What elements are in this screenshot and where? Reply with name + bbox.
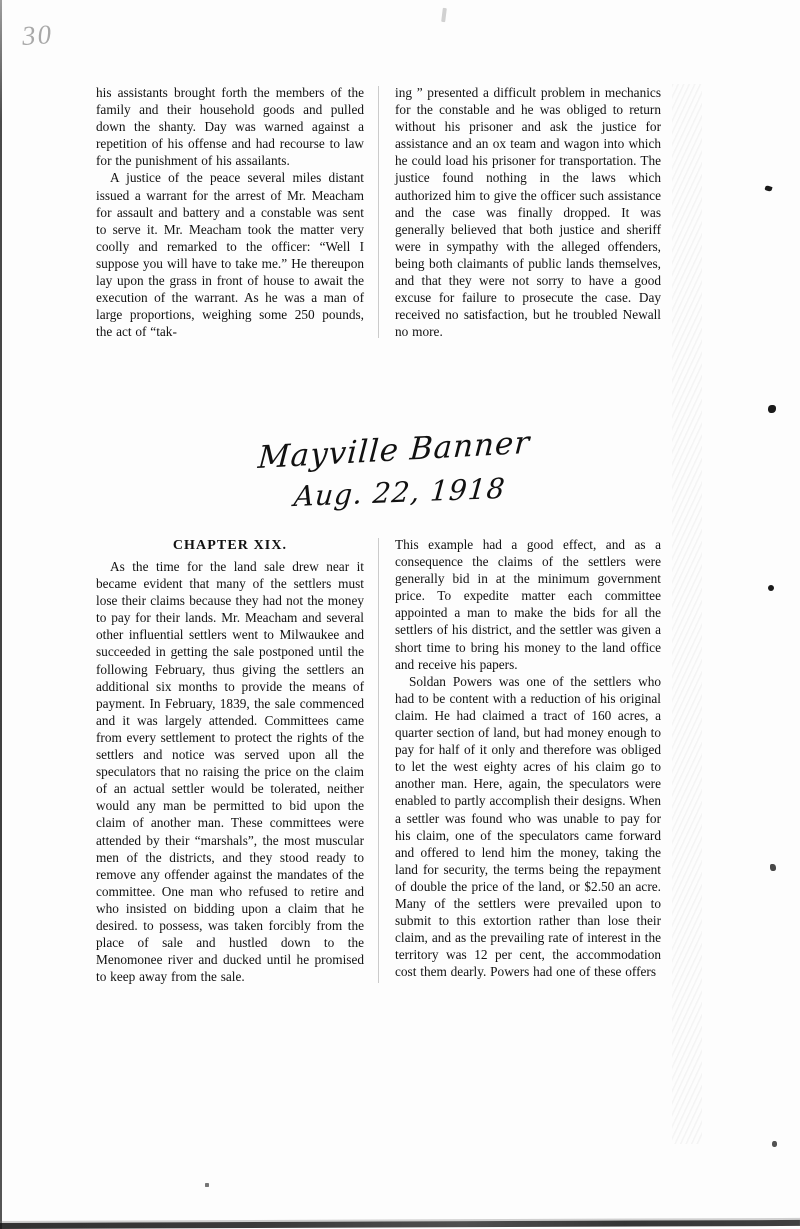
paragraph: This example had a good effect, and as a consequence the claims of the settlers were generally bid in at the minimum government price. To expedite matter each committee appointed a man to make the bids for all the settlers of his district, and the settler was given a short time to bring his money to the land office and receive his papers. [395,537,661,672]
newspaper-clipping-lower [96,536,700,985]
scan-left-edge-artifact [0,0,2,1229]
scan-speck [772,1141,777,1147]
lower-left-column [96,536,378,985]
scan-speck [770,864,776,871]
handwritten-folio-number: 30 [20,18,54,52]
scan-speck [768,585,774,591]
scan-speck [205,1183,209,1187]
handwritten-publication-name: Mayville Banner [256,424,532,477]
upper-left-column [96,84,378,340]
scan-speck [768,405,776,413]
handwritten-publication-date: Aug. 22, 1918 [292,471,507,514]
paragraph: A justice of the peace several miles distant issued a warrant for the arrest of Mr. Meacham for assault and battery and a constable was sent to serve it. Mr. Meacham took the matter very coolly and remarked to the officer: “Well I suppose you will have to take me.” He thereupon lay upon the grass in front of house to await the execution of the warrant. As he was a man of large proportions, weighing some 250 pounds, the act of “tak- [96,170,364,340]
lower-right-column [379,536,661,985]
handwritten-source-annotation [256,424,532,514]
paragraph: As the time for the land sale drew near it became evident that many of the settlers must lose their claims because they had not the money to pay for their lands. Mr. Meacham and several other influential settlers went to Milwaukee and succeeded in getting the sale postponed until the following February, thus giving the settlers an additional six months to provide the means of payment. In February, 1839, the sale commenced and it was largely attended. Committees came from every settlement to protect the rights of the settlers and notice was served upon all the speculators that no raising the price on the claim of an actual settler would be tolerated, neither would any man be permitted to bid upon the claim of another man. These committees were attended by their “marshals”, the most muscular men of the districts, and they stood ready to remove any offender against the mandates of the committee. One man who refused to retire and who insisted on bidding upon a claim that he desired. to possess, was taken forcibly from the place of sale and hustled down to the Menomonee river and ducked until he promised to keep away from the sale. [96,559,364,985]
chapter-heading: CHAPTER XIX. [172,538,288,553]
column-divider-rule [378,86,379,338]
newspaper-clipping-upper [96,84,700,340]
paragraph: ing ” presented a difficult problem in mechanics for the constable and he was obliged to return without his prisoner and ask the justice for assistance and an ox team and wagon into which he could load his prisoner for transportation. The justice found nothing in the laws which authorized him to give the officer such assistance and the case was finally dropped. It was generally believed that both justice and sheriff were in sympathy with the alleged offenders, being both claimants of public lands themselves, and that they were not sorry to have a good excuse for failure to prosecute the case. Day received no satisfaction, but he troubled Newall no more. [395,85,661,340]
scan-speck [764,185,772,192]
paragraph: his assistants brought forth the members of the family and their household goods and pulled down the shanty. Day was warned against a repetition of his offense and had recourse to law for the punishment of his assailants. [96,85,364,169]
column-divider-rule [378,538,379,983]
upper-right-column [379,84,661,340]
paragraph: Soldan Powers was one of the settlers who had to be content with a reduction of his original claim. He had claimed a tract of 160 acres, a quarter section of land, but had money enough to pay for half of it only and therefore was obliged to let the west eighty acres of his claim go to another man. Here, again, the speculators were enabled to partly accomplish their designs. When a settler was found who was unable to pay for his claim, one of the speculators came forward and offered to lend him the money, taking the land for security, the terms being the repayment of double the price of the land, or $2.50 an acre. Many of the settlers were prevailed upon to submit to this extortion rather than lose their claim, and as the prevailing rate of interest in the territory was 12 per cent, the accommodation cost them dearly. Powers had one of these offers [395,673,661,980]
scan-speck [441,8,447,22]
